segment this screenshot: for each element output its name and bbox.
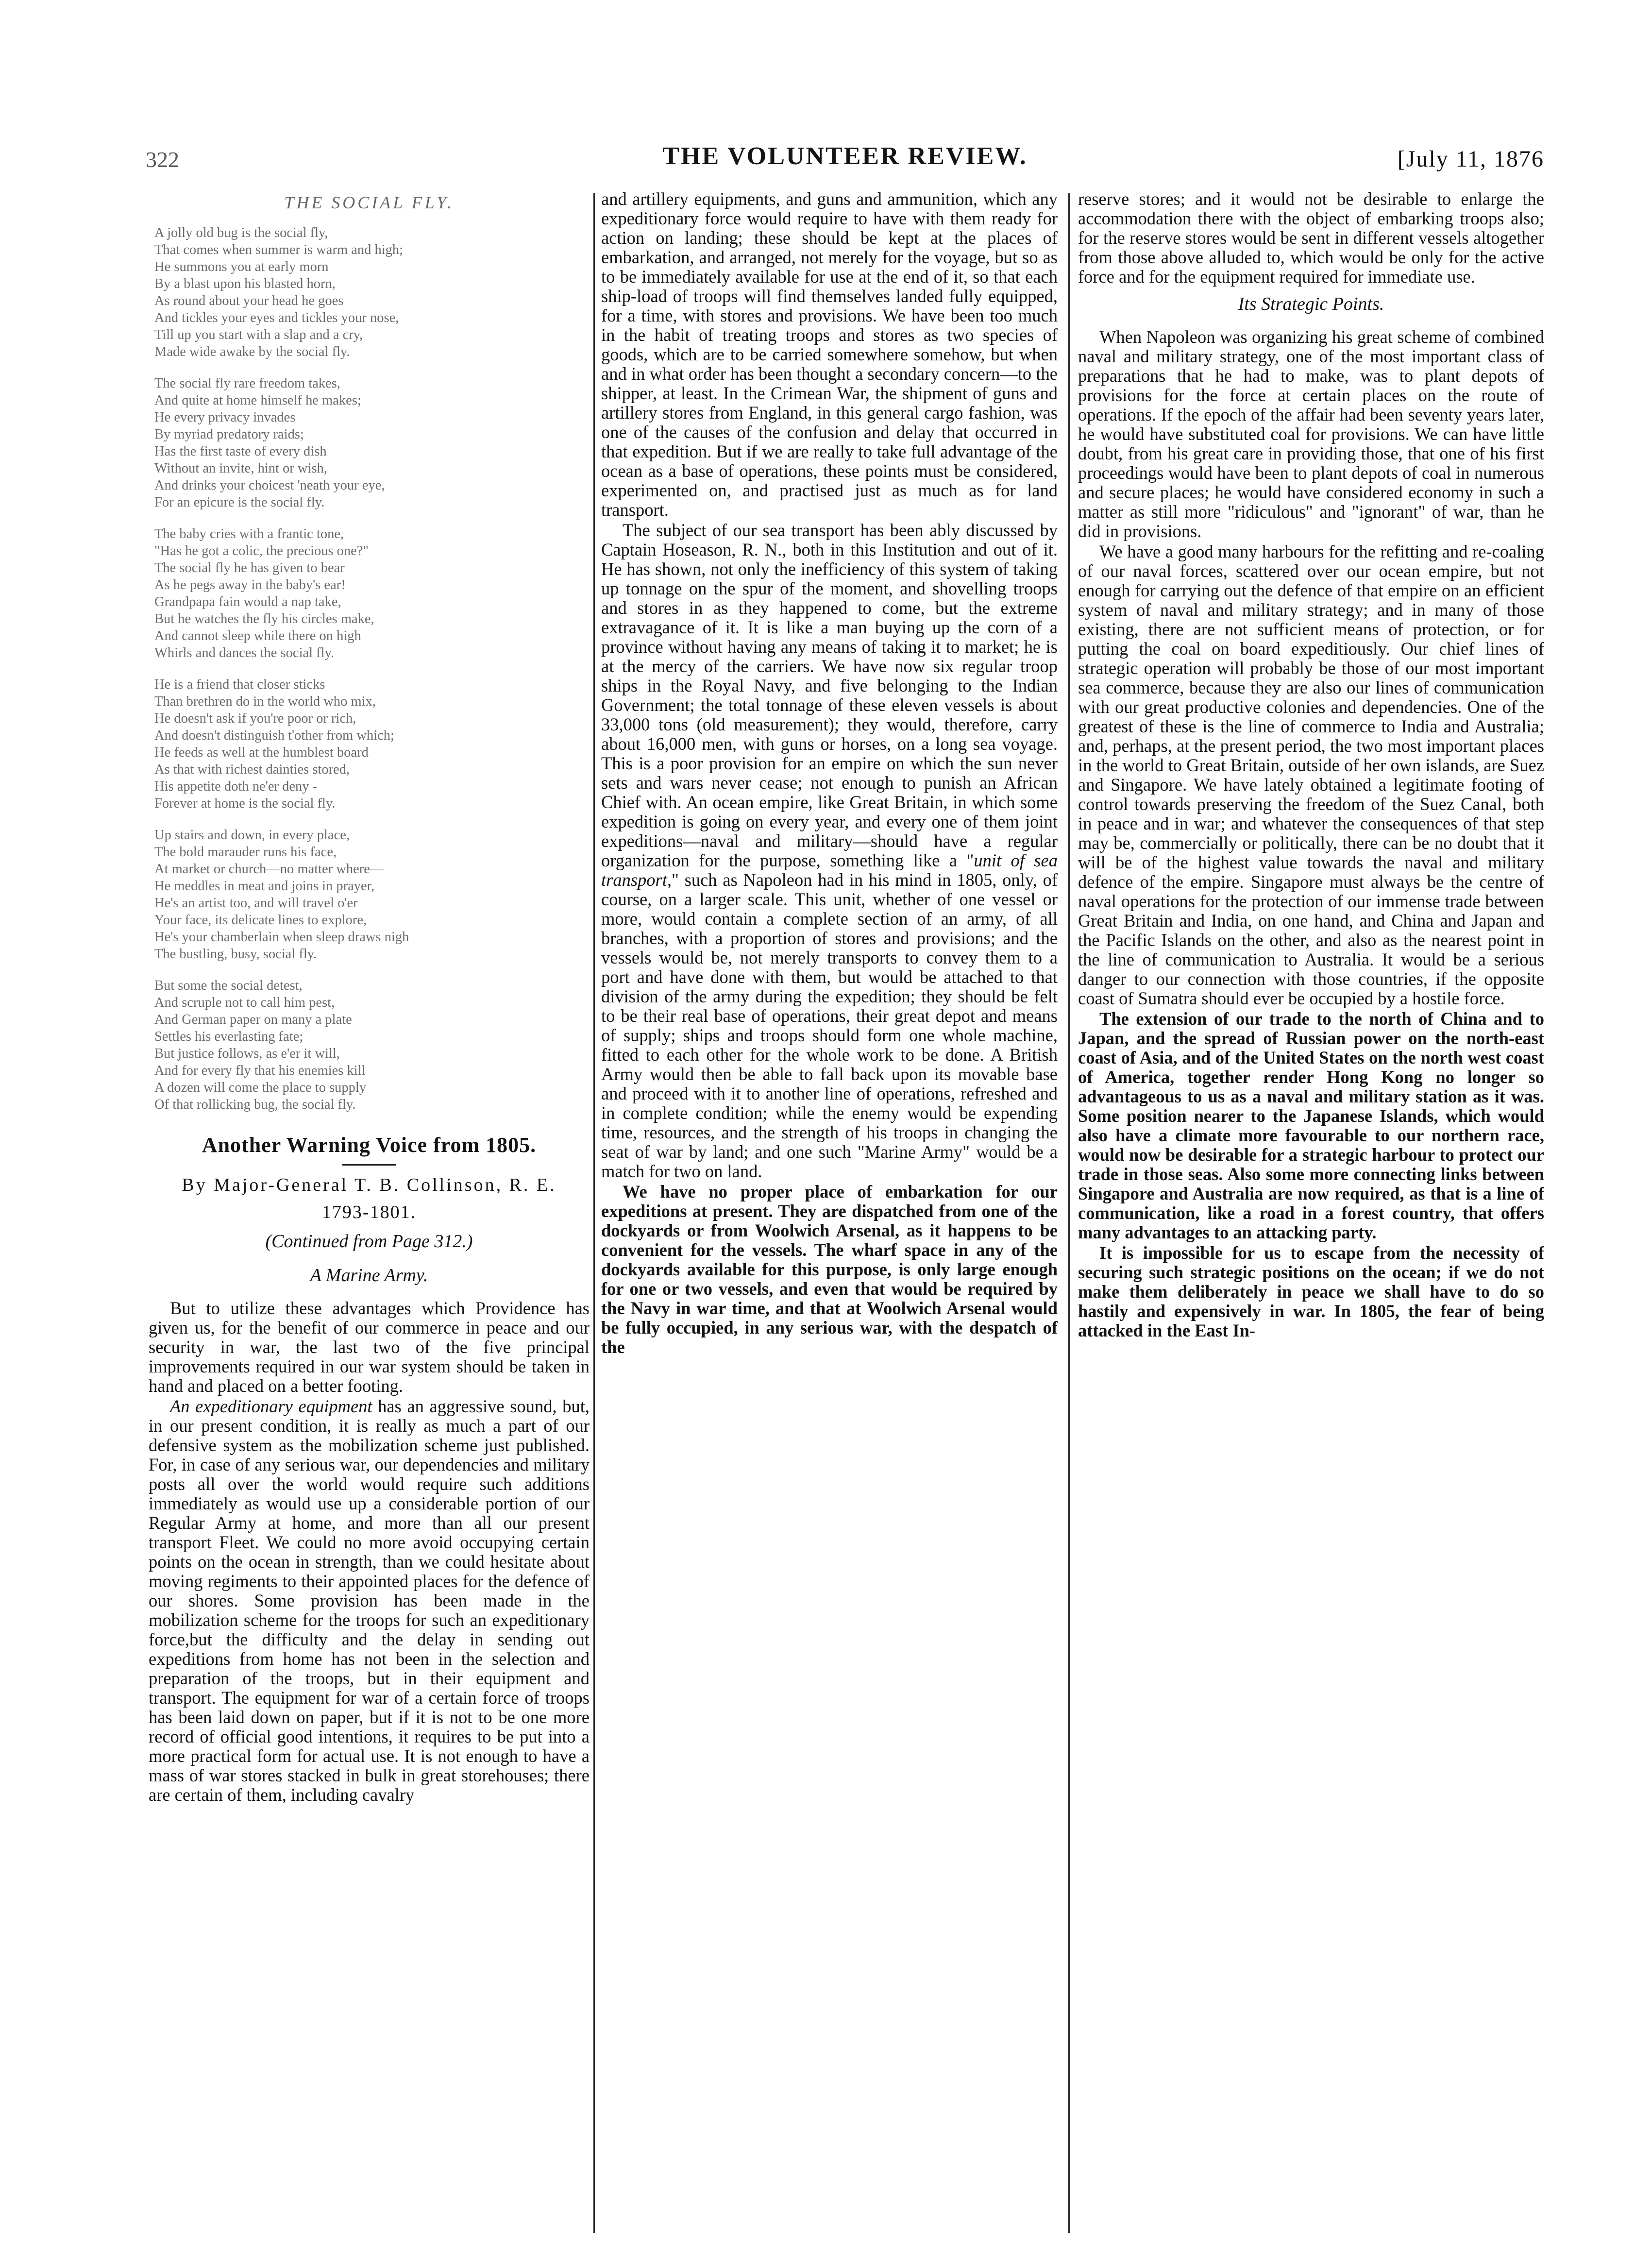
article-paragraph: We have no proper place of embarkation for our expeditions at present. They are dispatched from one of the dockyards or from Woolwich Arsenal, as it happens to be convenient for the vessels. The wharf space in any of the dockyards available for this purpose, is only large enough for one or two vessels, and even that would be required by the Navy in war time, and that at Woolwich Arsenal would be fully occupied, in any serious war, with the despatch of the bbox=[601, 1182, 1058, 1357]
poem-line: He summons you at early morn bbox=[154, 259, 329, 274]
article-paragraph: reserve stores; and it would not be desirable to enlarge the accommodation there with the object of embarking troops also; for the reserve stores would be sent in different vessels altogether from those above alluded to, which would be only for the active force and for the equipment required for immediate use. bbox=[1078, 189, 1544, 287]
paragraph-text: " such as Napoleon had in his mind in 1805, only, of course, on a larger scale. This unit, whether of one vessel or more, would contain a complete section of an army, of all branches, with a proportion of stores and provisions; and the vessels would be, not merely transports to convey them to a port and have done with them, but would be attached to that division of the army during the expedition; they should be felt to be their real base of operations, their great depot and means of supply; ships and troops should form one whole machine, fitted to each other for the whole work to be done. A British Army would then be able to fall back upon its movable base and proceed with it to another line of operations, refreshed and in complete condition; while the enemy would be expending time, resources, and the strength of his troops in changing the seat of war by land; and one such "Marine Army" would be a match for two on land. bbox=[601, 870, 1058, 1181]
article-paragraph: It is impossible for us to escape from the necessity of securing such strategic positions on the ocean; if we do not make them deliberately in peace we shall have to do so hastily and expensively in war. In 1805, the fear of being attacked in the East In- bbox=[1078, 1243, 1544, 1340]
section-heading-strategic-points: Its Strategic Points. bbox=[1238, 294, 1384, 314]
poem-line: And cannot sleep while there on high bbox=[154, 628, 361, 643]
poem-line: "Has he got a colic, the precious one?" bbox=[154, 543, 369, 559]
poem-line: Has the first taste of every dish bbox=[154, 444, 327, 459]
article-title: Another Warning Voice from 1805. bbox=[202, 1133, 537, 1157]
poem-line: Till up you start with a slap and a cry, bbox=[154, 327, 363, 342]
poem-title: THE SOCIAL FLY. bbox=[284, 193, 454, 212]
column-1 bbox=[149, 189, 590, 2249]
article-paragraph: When Napoleon was organizing his great scheme of combined naval and military strategy, one of the most important class of preparations that he had to make, was to plant depots of provisions for the force at certain places on the route of operations. If the epoch of the affair had been seventy years later, he would have substituted coal for provisions. We can have little doubt, from his great care in providing those, that one of his first proceedings would have been to plant depots of coal in numerous and secure places; he would have considered economy in such a matter as still more "ridiculous" and "ignorant" of war, than he did in provisions. bbox=[1078, 327, 1544, 541]
poem-line: A jolly old bug is the social fly, bbox=[154, 225, 328, 240]
column-rule bbox=[593, 193, 595, 2233]
poem-stanza bbox=[149, 525, 590, 661]
poem-line: He is a friend that closer sticks bbox=[154, 677, 325, 692]
poem-body bbox=[149, 224, 590, 1113]
poem-line: The baby cries with a frantic tone, bbox=[154, 526, 344, 542]
column-3 bbox=[1078, 189, 1544, 2249]
poem-line: The social fly rare freedom takes, bbox=[154, 376, 340, 391]
poem-line: But some the social detest, bbox=[154, 978, 303, 993]
paragraph-text: The subject of our sea transport has been ably discussed by Captain Hoseason, R. N., both in this Institution and out of it. He has shown, not only the inefficiency of this system of taking up tonnage on the spur of the moment, and shovelling troops and stores in as they happened to come, but the extreme extravagance of it. It is like a man buying up the corn of a province without having any means of taking it to market; he is at the mercy of the carriers. We have now six regular troop ships in the Royal Navy, and five belonging to the Indian Government; the total tonnage of these eleven vessels is about 33,000 tons (old measurement); they would, therefore, carry about 16,000 men, with guns or horses, on a long sea voyage. This is a poor provision for an empire on which the sun never sets and wars never cease; not enough to punish an African Chief with. An ocean empire, like Great Britain, in which some expedition is going on every year, and every one of them joint expeditions—naval and military—should have a regular organization for the purpose, something like a " bbox=[601, 520, 1058, 870]
poem-line: He's an artist too, and will travel o'er bbox=[154, 896, 358, 911]
poem-line: Forever at home is the social fly. bbox=[154, 796, 336, 811]
article-paragraph: The extension of our trade to the north of China and to Japan, and the spread of Russian power on the north-east coast of Asia, and of the United States on the north west coast of America, together render Hong Kong no longer so advantageous to us as a naval and military station as it was. Some position nearer to the Japanese Islands, which would also have a climate more favourable to our northern race, would now be desirable for a strategic harbour to protect our trade in those seas. Also some more connecting links between Singapore and Australia are now required, as that is a line of communication, like a road in a forest country, that offers many advantages to an attacking party. bbox=[1078, 1009, 1544, 1242]
paragraph-text: has an aggressive sound, but, in our present condition, it is really as much a part of our defensive system as the mobilization scheme just published. For, in case of any serious war, our dependencies and military posts all over the world would require such additions immediately as would use up a considerable portion of our Regular Army at home, and more than all our present transport Fleet. We could no more avoid occupying certain points on the ocean in strength, than we could hesitate about moving regiments to their appointed places for the defence of our shores. Some provision has been made in the mobilization scheme for the troops for such an expeditionary force,but the difficulty and the delay in sending out expeditions from home has not been in the selection and preparation of the troops, but in their equipment and transport. The equipment for war of a certain force of troops has been laid down on paper, but if it is not to be one more record of official good intentions, it requires to be put into a more practical form for actual use. It is not enough to have a mass of war stores stacked in bulk in great storehouses; there are certain of them, including cavalry bbox=[149, 1396, 590, 1805]
poem-line: Of that rollicking bug, the social fly. bbox=[154, 1097, 356, 1112]
article-paragraph bbox=[601, 521, 1058, 1181]
article-paragraph bbox=[149, 1397, 590, 1805]
poem-line: And quite at home himself he makes; bbox=[154, 393, 361, 408]
column-2 bbox=[601, 189, 1058, 2249]
poem-line: His appetite doth ne'er deny - bbox=[154, 779, 318, 794]
continued-note: (Continued from Page 312.) bbox=[265, 1231, 473, 1252]
poem-line: He feeds as well at the humblest board bbox=[154, 745, 369, 760]
poem-line: The social fly he has given to bear bbox=[154, 560, 345, 575]
article-paragraph: But to utilize these advantages which Providence has given us, for the benefit of our commerce in peace and our security in war, the last two of the five principal improvements required in our war system should be taken in hand and placed on a better footing. bbox=[149, 1298, 590, 1396]
page-number: 322 bbox=[146, 147, 179, 172]
poem-stanza bbox=[149, 827, 590, 963]
italic-phrase: unit of sea transport, bbox=[601, 850, 1058, 890]
poem-line: By a blast upon his blasted horn, bbox=[154, 276, 336, 291]
poem-line: Without an invite, hint or wish, bbox=[154, 461, 327, 476]
poem-line: As round about your head he goes bbox=[154, 293, 344, 308]
poem-line: Up stairs and down, in every place, bbox=[154, 828, 350, 843]
poem-line: Settles his everlasting fate; bbox=[154, 1029, 303, 1044]
poem-stanza bbox=[149, 977, 590, 1113]
poem-stanza bbox=[149, 676, 590, 812]
article-paragraph: We have a good many harbours for the refitting and re-coaling of our naval forces, scattered over our ocean empire, but not enough for carrying out the defence of that empire on an efficient system of naval and military strategy; and in many of those existing, there are not sufficient means of protection, or for putting the coal on board expeditiously. Our chief lines of strategic operation will probably be those of our most important sea commerce, because they are also our lines of communication with our great productive colonies and dependencies. One of the greatest of these is the line of commerce to India and Australia; and, perhaps, at the present period, the two most important places in the world to Great Britain, outside of her own islands, are Suez and Singapore. We have lately obtained a legitimate footing of control towards preserving the freedom of the Suez Canal, both in peace and in war; and whatever the consequences of that step may be, commercially or politically, there can be no doubt that it will be of the highest value towards the naval and military defence of the empire. Singapore must always be the centre of naval operations for the protection of our immense trade between Great Britain and India, on one hand, and China and Japan and the Pacific Islands on the other, and also as the nearest point in the line of communication to Australia. It would be a serious danger to our connection with those countries, if the opposite coast of Sumatra should ever be occupied by a hostile force. bbox=[1078, 542, 1544, 1008]
poem-line: And drinks your choicest 'neath your eye, bbox=[154, 478, 385, 493]
poem-stanza bbox=[149, 224, 590, 360]
article-paragraph: and artillery equipments, and guns and ammunition, which any expeditionary force would require to have with them ready for action on landing; these should be kept at the places of embarkation, and arranged, not merely for the voyage, but so as to be immediately available for use at the end of it, so that each ship-load of troops will find themselves landed fully equipped, for a time, with stores and provisions. We have been too much in the habit of treating troops and stores as two species of goods, which are to be carried somewhere somehow, but when and in what order has been thought a secondary concern—to the shipper, at least. In the Crimean War, the shipment of guns and artillery stores from England, in this general cargo fashion, was one of the causes of the confusion and delay that occurred in that expedition. But if we are really to take full advantage of the ocean as a base of operations, these points must be considered, experimented on, and practised just as much as for land transport. bbox=[601, 189, 1058, 520]
poem-line: He doesn't ask if you're poor or rich, bbox=[154, 711, 356, 726]
poem-line: And scruple not to call him pest, bbox=[154, 995, 335, 1010]
poem-line: And doesn't distinguish t'other from which; bbox=[154, 728, 394, 743]
poem-line: For an epicure is the social fly. bbox=[154, 495, 325, 510]
poem-line: At market or church—no matter where— bbox=[154, 862, 384, 877]
section-heading-marine-army: A Marine Army. bbox=[310, 1265, 428, 1286]
page-header bbox=[146, 142, 1544, 181]
poem-line: He every privacy invades bbox=[154, 410, 296, 425]
column-rule bbox=[1068, 193, 1070, 2233]
poem-line: The bold marauder runs his face, bbox=[154, 845, 337, 860]
poem-line: That comes when summer is warm and high; bbox=[154, 242, 404, 257]
poem-line: And tickles your eyes and tickles your nose, bbox=[154, 310, 399, 325]
poem-line: A dozen will come the place to supply bbox=[154, 1080, 367, 1095]
article-byline: By Major-General T. B. Collinson, R. E. bbox=[182, 1175, 556, 1195]
poem-stanza bbox=[149, 375, 590, 511]
poem-line: He's your chamberlain when sleep draws nigh bbox=[154, 930, 409, 945]
poem-line: By myriad predatory raids; bbox=[154, 427, 304, 442]
poem-line: Your face, its delicate lines to explore, bbox=[154, 913, 367, 928]
poem-line: Grandpapa fain would a nap take, bbox=[154, 594, 341, 609]
poem-line: But he watches the fly his circles make, bbox=[154, 611, 374, 626]
issue-date: [July 11, 1876 bbox=[1397, 146, 1544, 172]
journal-title: THE VOLUNTEER REVIEW. bbox=[662, 142, 1028, 170]
title-separator bbox=[342, 1164, 396, 1166]
poem-line: But justice follows, as e'er it will, bbox=[154, 1046, 340, 1061]
poem-line: Than brethren do in the world who mix, bbox=[154, 694, 376, 709]
poem-line: Made wide awake by the social fly. bbox=[154, 344, 350, 359]
poem-line: As that with richest dainties stored, bbox=[154, 762, 350, 777]
poem-line: The bustling, busy, social fly. bbox=[154, 947, 317, 962]
poem-line: He meddles in meat and joins in prayer, bbox=[154, 879, 375, 894]
poem-line: And German paper on many a plate bbox=[154, 1012, 352, 1027]
italic-phrase: An expeditionary equipment bbox=[170, 1396, 372, 1416]
poem-line: As he pegs away in the baby's ear! bbox=[154, 577, 346, 592]
poem-line: Whirls and dances the social fly. bbox=[154, 645, 335, 660]
author-dates: 1793-1801. bbox=[321, 1202, 417, 1222]
poem-line: And for every fly that his enemies kill bbox=[154, 1063, 366, 1078]
